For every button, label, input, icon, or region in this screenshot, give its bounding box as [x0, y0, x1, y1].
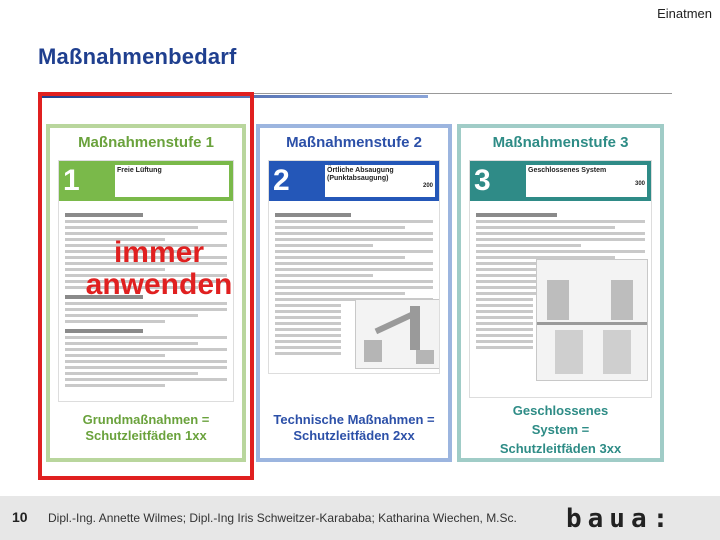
baua-logo: baua:: [566, 504, 675, 534]
footer-line: Schutzleitfäden 3xx: [499, 441, 622, 456]
doc-info: [526, 165, 647, 197]
overlay-line-2: anwenden: [85, 268, 233, 301]
doc-heading: Örtliche Absaugung (Punktabsaugung): [327, 167, 394, 182]
doc-info: [325, 165, 435, 197]
doc-heading: Freie Lüftung: [117, 167, 162, 174]
panel-title: Maßnahmenstufe 3: [492, 134, 629, 151]
document-thumbnail: [469, 160, 652, 398]
panel-footer: [461, 401, 660, 458]
overlay-line-1: immer: [113, 236, 205, 269]
document-thumbnail: [268, 160, 440, 374]
page-number: 10: [12, 509, 28, 525]
header-corner-text: Einatmen: [657, 6, 712, 21]
slide-title: Maßnahmenbedarf: [38, 44, 237, 69]
panel-stage-2: [256, 124, 452, 462]
footer-line: Grundmaßnahmen =: [82, 412, 210, 427]
doc-stage-number: 3: [474, 164, 491, 197]
footer-line: Schutzleitfäden 2xx: [293, 428, 415, 443]
footer-line: Technische Maßnahmen =: [273, 412, 435, 427]
panel-title: Maßnahmenstufe 2: [286, 134, 422, 151]
closed-system-figure: [536, 259, 648, 381]
footer-line: System =: [531, 422, 590, 437]
footer-authors: Dipl.-Ing. Annette Wilmes; Dipl.-Ing Iris Schweitzer-Karababa; Katharina Wiechen, M.Sc.: [48, 511, 517, 525]
panel-footer: [260, 412, 448, 444]
doc-heading: Geschlossenes System: [528, 167, 607, 174]
panel-stage-3: [457, 124, 664, 462]
footer-line: Geschlossenes: [512, 403, 609, 418]
highlight-frame: [38, 92, 254, 480]
doc-stage-number: 1: [63, 164, 80, 197]
footer-line: Schutzleitfäden 1xx: [85, 428, 207, 443]
doc-code: 200: [422, 183, 433, 189]
panel-title: Maßnahmenstufe 1: [78, 134, 214, 151]
extraction-figure: [355, 299, 440, 369]
doc-stage-number: 2: [273, 164, 290, 197]
doc-code: 300: [634, 181, 645, 187]
